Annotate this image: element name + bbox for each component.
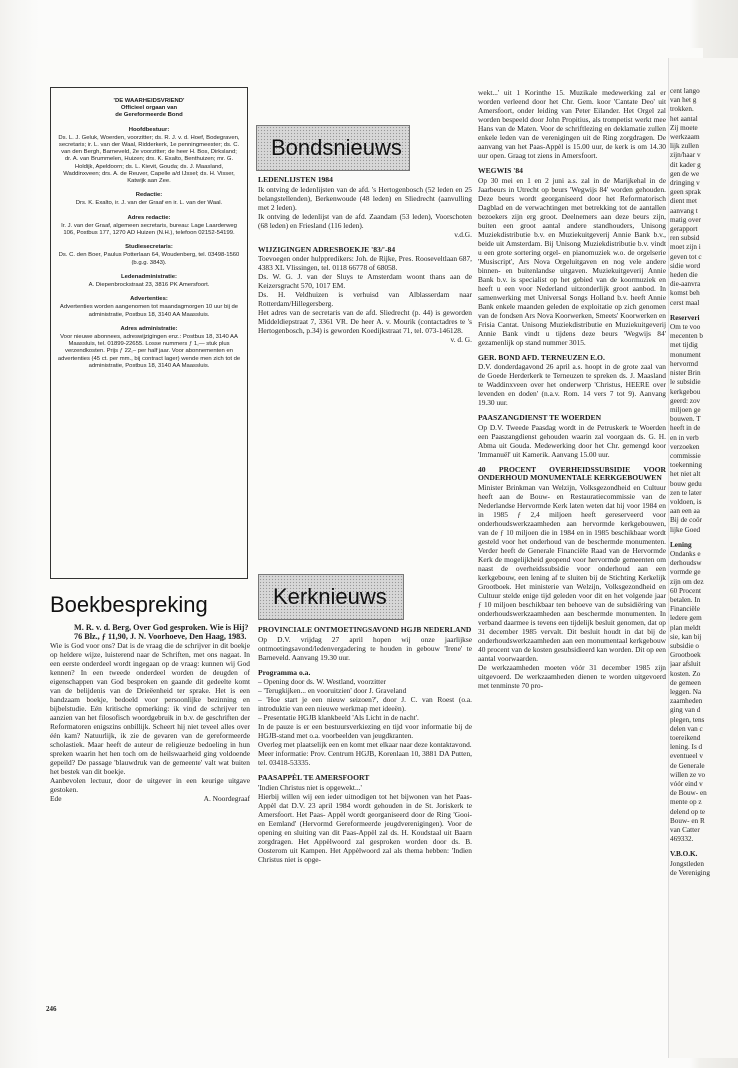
right-page-line: en in verb [670, 433, 699, 442]
kerknieuws-column [258, 626, 472, 864]
colophon-subtitle: Officieel orgaan van [120, 105, 178, 112]
right-page-line: plegen, tens [670, 715, 705, 724]
colophon-section-text: Advertenties worden aangenomen tot maandagmorgen 10 uur bij de administratie, Postbus 18, 3140 AA Maassluis. [59, 304, 239, 318]
right-page-line: heeft in de [670, 424, 701, 433]
article-paragraph: Minister Brinkman van Welzijn, Volksgezondheid en Cultuur heeft aan de Bouw- en Restauratiecommissie van de Nederlandse Hervormde Kerk laten weten dat hij voor 1984 en in 1985 ƒ 2,4 miljoen heeft gereserveerd voor onderhoudswerkzaamheden aan hervormde kerkgebouwen, van de ƒ 10 miljoen die in 1984 en in 1985 beschikbaar wordt gesteld voor het onderhoud van de beschermde monumenten. Verder heeft de Generale Financiële Raad van de Hervormde Kerk de mogelijkheid geopend voor hervormde gemeenten om naast de overheidssubsidie voor onderhoud aan een kerkgebouw, een lening af te sluiten bij de Stichting Kerkelijk Grootboek. Het ministerie van Welzijn, Volksgezondheid en Cultuur stelde enige tijd geleden voor dit en het volgende jaar ƒ 10 miljoen beschikbaar ten behoeve van de subsidiëring van onderhoudswerkzaamheden aan beschermde monumenten. In verband daarmee is tevens een tijdelijk besluit genomen, dat op 31 december 1985 vervalt. Dit besluit houdt in dat bij de onderhoudswerkzaamheden aan een monumentaal kerkgebouw 40 procent van de kosten gesubsidieerd kan worden. Dit op een aantal voorwaarden. [478, 482, 666, 663]
review-author: A. Noordegraaf [203, 794, 250, 803]
right-page-line: heden die [670, 271, 698, 280]
colophon-section-text: Ir. J. van der Graaf, algemeen secretaris, bureau: Lage Laarderweg 106, Postbus 177, 1270 AD Huizen (N.H.), telefoon 02152-54199. [61, 222, 237, 237]
right-page-line: dit kader g [670, 160, 701, 169]
article-paragraph: Overleg met plaatselijk een en komt met elkaar naar deze kontaktavond. [258, 740, 472, 749]
article-heading: Programma o.a. [258, 667, 311, 677]
article-paragraph: Op D.V. vrijdag 27 april hopen wij onze jaarlijkse ontmoetingsavond/ledenvergadering te houden in gebouw 'Irene' te Barneveld. Aanvang 19.30 uur. [258, 634, 472, 662]
right-page-line: derhoudsw [670, 559, 702, 568]
middle-column [478, 88, 666, 690]
colophon-section-text: Ds. L. J. Geluk, Woerden, voorzitter; ds. R. J. v. d. Hoef, Bodegraven, secretaris; ir. L. van der Waal, Ridderkerk, 1e penningmeester; ds. C. van den Bergh, Barneveld, 2e voorzitter; de heer H. Bos, Dirksland; dr. A. van Brummelen, Huizen; drs. K. Exalto, Benthuizen; mr. G. Holdijk, Apeldoorn; ds. L. Kievit, Gouda; ds. J. Maasland, Waddinxveen; drs. A. de Reuver, Capelle a/d IJssel; ds. H. Visser, Katwijk aan Zee. [58, 134, 240, 185]
right-page-line: geen sprak [670, 188, 701, 197]
right-page-line: kerkgebou [670, 387, 701, 396]
right-page-line: verzoeken [670, 442, 700, 451]
article-paragraph: Ik ontving de ledenlijst van de afd. Zaandam (53 leden), Voorschoten (68 leden) en Friesland (116 leden). [258, 211, 472, 230]
boekbespreking-heading: Boekbespreking [50, 592, 208, 617]
review-paragraph: Wie is God voor ons? Dat is de vraag die de schrijver in dit boekje op heldere wijze, luisterend naar de Schriften, met ons nagaat. In een eerste onderdeel wordt ingegaan op de vraag: kunnen wij God kennen? In een tweede onderdeel worden de deugden of eigenschappen van God besproken en gaande dit gedeelte komt van de belijdenis van de Drieëenheid ter sprake. Het is een handzaam boekje, bedoeld voor persoonlijke bezinning en bijbelstudie. Eén kritische opmerking: ik vind de schrijver ten aanzien van het filosofisch woordgebruik in b.v. de geschriften der Reformatoren enigszins onbillijk. Scheert hij niet teveel alles over één kam? Natuurlijk, ik zie de gevaren van de gereformeerde scholastiek. Maar heeft de auteur de religieuze bedoeling in hun spreken waarin het hen toch om de heilswaarheid ging voldoende gepeild? De passage 'blauwdruk van de gemeente' valt wat buiten het bestek van dit boekje. [50, 641, 250, 776]
right-page-line: le subsidie [670, 378, 701, 387]
right-page-line: matig over [670, 215, 701, 224]
right-page-line: jaar afsluit [670, 660, 701, 669]
colophon-section-text: Drs. K. Exalto, ir. J. van der Graaf en ir. L. van der Waal. [75, 200, 223, 207]
kerknieuws-banner [258, 574, 404, 620]
article-heading: PROVINCIALE ONTMOETINGSAVOND HGJB NEDERLAND [258, 625, 472, 634]
colophon-section-heading: Adres redactie: [127, 214, 171, 221]
right-page-line: mente op z [670, 798, 702, 807]
article-paragraph: Toevoegen onder hulppredikers: Joh. de Rijke, Pres. Rooseveltlaan 687, 4383 XL Vlissingen, tel. 0118 66778 of 68058. [258, 254, 472, 272]
article-heading: WIJZIGINGEN ADRESBOEKJE '83/'-84 [258, 244, 396, 254]
right-page-line: ledere gem [670, 614, 702, 623]
right-page-line: betalen. In [670, 595, 701, 604]
right-page-line: lijke Goed [670, 525, 701, 534]
right-page-line: voldoen, is [670, 497, 702, 506]
right-page-line: nister Brin [670, 369, 701, 378]
article-paragraph: In de pauze is er een bestuursverkiezing en tijd voor informatie bij de HGJB-stand met o.a. voorbeelden van jeugdkranten. [258, 722, 472, 740]
boekbespreking-column [50, 623, 250, 803]
right-page-line: sie, kan bij [670, 632, 702, 641]
article-heading: WEGWIS '84 [478, 166, 523, 175]
right-page-line: hervormd [670, 359, 698, 368]
review-book-title: M. R. v. d. Berg, Over God gesproken. Wie is Hij? 76 Blz., ƒ 11,90, J. N. Voorhoeve, Den Haag, 1983. [74, 623, 249, 641]
right-page-line: geven tot c [670, 252, 702, 261]
right-page-line: zaamheden [670, 697, 703, 706]
article-paragraph: – 'Hoe start je een nieuw seizoen?', door J. C. van Roest (o.a. introduktie van een nieuwe werkmap met ideeën). [258, 695, 472, 713]
right-page-line: Bouw- en R [670, 816, 705, 825]
review-signoff [50, 794, 250, 803]
page-number: 246 [46, 1005, 57, 1013]
colophon-section-heading: Advertenties: [130, 296, 168, 303]
right-page-line: subsidie o [670, 641, 699, 650]
right-page-line: cerst maal [670, 298, 700, 307]
right-page-line: miljoen ge [670, 405, 701, 414]
colophon-box [50, 87, 248, 579]
right-page-line: het aantal [670, 114, 698, 123]
colophon-subtitle: de Gereformeerde Bond [115, 112, 183, 119]
article-paragraph: Ik ontving de ledenlijsten van de afd. 's Hertogenbosch (52 leden en 25 belangstellenden), Berkenwoude (48 leden) en Sliedrecht (aanvulling met 2 leden). [258, 184, 472, 212]
colophon-section-text: A. Diepenbrockstraat 23, 3816 PK Amersfoort. [88, 282, 210, 289]
colophon-sections [57, 127, 241, 370]
right-page-line: die-aanvra [670, 280, 701, 289]
article-heading: PAASZANGDIENST TE WOERDEN [478, 413, 602, 422]
right-page-line: eventueel v [670, 752, 703, 761]
right-page-line: de gemeen [670, 678, 701, 687]
right-page-line: vormde ge [670, 568, 701, 577]
right-page-line: dringing v [670, 179, 700, 188]
right-page-heading: Lening [670, 540, 692, 549]
right-page-line: werkzaam [670, 133, 700, 142]
colophon-section-heading: Adres administratie: [120, 325, 178, 332]
colophon-section-text: Ds. C. den Boer, Paulus Potterlaan 64, Woudenberg, tel. 03498-1560 (b.g.g. 3843). [58, 252, 240, 266]
article-paragraph: Op 30 mei en 1 en 2 juni a.s. zal in de Marijkehal in de Jaarbeurs in Utrecht op beurs 'Wegwijs 84' worden gehouden. Deze beurs wordt georganiseerd door het Reformatorisch Dagblad en de verwachtingen met betrekking tot de aantallen bezoekers zijn erg groot. Deelnemers aan deze beurs zijn, buiten een groot aantal andere standhouders, Unisong Muziekdistributie b.v. en Muziekuitgeverij Annie Bank b.v., beide uit Amsterdam. Bij Unisong Muziekdistributie b.v. vindt u een grote sortering orgel- en pianomuziek w.o. de orgelserie 'Musiscript', Ars Nova Orgeluitgaven en nog vele andere binnen- en buitenlandse uitgaven. Muziekuitgeverij Annie Bank b.v. is specialist op het gebied van de koormuziek en heeft u een voor Nederland uitzonderlijk groot aanbod. In samenwerking met Universal Songs Holland b.v. heeft Annie Bank enkele maanden geleden de exploitatie op zich genomen van de fondsen Ars Nova Koorwerken, Smeets' Koorwerken en Frisia Cantat. Unisong Muziekdistributie en Muziekuitgeverij Annie Bank vindt u tijdens deze beurs 'Wegwijs 84' gezamenlijk op stand nummer 3015. [478, 175, 666, 347]
right-page-line: zijn om dez [670, 577, 704, 586]
right-page-line: Ondanks e [670, 549, 701, 558]
article-paragraph: – 'Terugkijken... en vooruitzien' door J. Graveland [258, 686, 407, 695]
right-page-line: met tijdig [670, 341, 698, 350]
right-page-line: geerd: zov [670, 396, 701, 405]
article-paragraph: Hierbij willen wij een ieder uitnodigen tot het bijwonen van het Paas-Appèl dat D.V. 23 april 1984 wordt gehouden in de St. Joriskerk te Amersfoort. Het Paas- Appèl wordt georganiseerd door de Ring 'Gooi- en Eemland' (Hervormd Gereformeerde jeugdverenigingen). Voor de opening en sluiting van dit Paas-Appèl zal ds. H. Koudstaal uit Baarn zorgdragen. Het Appèlwoord zal gesproken worden door ds. B. Oosterom uit Kampen. Het Appèlwoord zal als thema hebben: 'Indien Christus niet is opge- [258, 791, 472, 864]
right-page-line: van Catter [670, 826, 700, 835]
right-page-line: commissie [670, 451, 701, 460]
right-page-line: cent lango [670, 87, 700, 95]
article-paragraph: Ds. H. Veldhuizen is verhuisd van Alblasserdam naar Rotterdam/Hillegersberg. [258, 290, 472, 308]
right-page-line: gerapport [670, 225, 698, 234]
article-paragraph: wekt...' uit 1 Korinthe 15. Muzikale medewerking zal er worden verleend door het Chr. Gem. koor 'Cantate Deo' uit Amersfoort, onder leiding van Peter Eilander. Het Orgel zal worden bespeeld door John Propitius, als trompetist werkt mee Hans van de Maten. Voor de schriftlezing en deklamatie zullen enkele leden van de verenigingen uit de Ring zorgdragen. De aanvang van het Paas-Appèl is 15.00 uur, de kerk is om 14.30 uur open. Graag tot ziens in Amersfoort. [478, 88, 666, 160]
right-page-line: kosten. Zo [670, 669, 701, 678]
article-paragraph: Op D.V. Tweede Paasdag wordt in de Petruskerk te Woerden een Paaszangdienst gehouden waarin zal voorgaan ds. G. H. Abma uit Gouda. Medewerking door het Chr. gemengd koor 'Immanuël' uit Kamerik. Aanvang 15.00 uur. [478, 422, 666, 459]
right-page-column [670, 87, 738, 878]
review-place: Ede [50, 794, 62, 803]
bondsnieuws-banner [256, 125, 410, 171]
right-page-line: 60 Procent [670, 586, 701, 595]
article-paragraph: 'Indien Christus niet is opgewekt...' [258, 782, 362, 792]
article-paragraph: – Presentatie HGJB klankbeeld 'Als Licht in de nacht'. [258, 713, 419, 722]
review-paragraph: Aanbevolen lectuur, door de uitgever in een keurige uitgave gestoken. [50, 776, 250, 794]
right-page-line: Bij de coör [670, 516, 702, 525]
right-page-line: lijk zullen [670, 142, 699, 151]
right-page-line: monument [670, 350, 701, 359]
right-page-line: Grootboek [670, 651, 701, 660]
right-page-line: ren subsid [670, 234, 700, 243]
article-paragraph: Het adres van de secretaris van de afd. Sliedrecht (p. 44) is geworden Middeldiepstraat 7, 3361 VR. De heer A. v. Mourik (contactadres te 's Hertogenbosch, p.34) is geworden Koedijkstraat 71, tel. 073-146128. [258, 308, 472, 335]
right-page-line: moet zijn i [670, 243, 701, 252]
article-paragraph: – Opening door ds. W. Westland, voorzitter [258, 677, 386, 686]
colophon-section-text: Voor nieuwe abonnees, adreswijzigingen enz.: Postbus 18, 3140 AA Maassluis, tel. 01899-22655. Losse nummers ƒ 1,— stuk plus verzendkosten. Prijs ƒ 22,– per half jaar. Voor abonnementen en advertenties (45 ct. per mm., bij contract lager) wende men zich tot de administratie, Postbus 18, 3140 AA Maassluis. [57, 334, 241, 369]
right-page-line: mecenten b [670, 332, 703, 341]
article-paragraph: De werkzaamheden moeten vóór 31 december 1985 zijn uitgevoerd. De werkzaamheden dienen te worden uitgevoerd met tenminste 70 pro- [478, 662, 666, 690]
right-page-line: delen van c [670, 724, 703, 733]
right-page-line: aan een aa [670, 507, 700, 516]
right-page-line: zen te later [670, 488, 702, 497]
right-page-line: Financiële [670, 605, 700, 614]
right-page-line: 469332. [670, 835, 694, 844]
colophon-section-heading: Hoofdbestuur: [128, 126, 170, 133]
colophon-title: 'DE WAARHEIDSVRIEND' [113, 98, 185, 104]
right-page-line: de Bouw- en [670, 789, 707, 798]
article-signature: v.d.G. [454, 229, 472, 239]
right-page-line: de Vereniging [670, 868, 710, 877]
article-heading: PAASAPPÈL TE AMERSFOORT [258, 773, 370, 782]
right-page-line: het niet alt [670, 470, 701, 479]
right-page-line: komst beh [670, 289, 700, 298]
right-page-line: sidie word [670, 261, 701, 270]
right-page-line: leggen. Na [670, 688, 702, 696]
right-page-line: bouw gedu [670, 479, 702, 488]
right-page-line: Zij moete [670, 123, 698, 132]
colophon-section-heading: Ledenadministratie: [121, 273, 177, 280]
colophon-section-heading: Redactie: [135, 192, 163, 199]
right-page-line: toekenning [670, 461, 702, 470]
right-page-line: van het g [670, 96, 697, 105]
right-page-line: aanvang t [670, 206, 698, 215]
article-heading: GER. BOND AFD. TERNEUZEN E.O. [478, 352, 605, 362]
right-page-line: bouwen. T [670, 415, 701, 424]
right-page-line: lening. Is d [670, 743, 703, 752]
article-paragraph: Ds. W. G. J. van der Sluys te Amsterdam woont thans aan de Keizersgracht 570, 1017 EM. [258, 272, 472, 290]
right-page-line: trokken. [670, 105, 694, 114]
article-paragraph: Meer informatie: Prov. Centrum HGJB, Korenlaan 10, 3881 DA Putten, tel. 03418-53335. [258, 749, 472, 767]
right-page-line: willen ze vo [670, 770, 706, 779]
article-signature: v. d. G. [450, 335, 472, 344]
right-page-line: Om te voo [670, 323, 701, 332]
right-page-line: toereikend [670, 734, 701, 743]
right-page-heading: V.B.O.K. [670, 850, 698, 859]
article-paragraph: D.V. donderdagavond 26 april a.s. hoopt in de grote zaal van de Goede Herderkerk te Terneuzen te spreken ds. J. Maasland te Waddinxveen over het onderwerp 'Christus, HEERE over levenden en doden' (n.a.v. Rom. 14 vers 7 tot 9). Aanvang 19.30 uur. [478, 362, 666, 407]
article-heading: 40 PROCENT OVERHEIDSSUBSIDIE VOOR ONDERHOUD MONUMENTALE KERKGEBOUWEN [478, 464, 666, 482]
right-page-line: vóór eind v [670, 780, 703, 789]
right-page-heading: Reserveri [670, 313, 700, 322]
bondsnieuws-title: Bondsnieuws [271, 135, 402, 160]
right-page-line: de Generale [670, 761, 705, 770]
right-page-line: delend op te [670, 807, 706, 816]
right-page-line: dient met [670, 197, 697, 206]
right-page-line: plan meldt [670, 623, 701, 632]
right-page-line: gen de we [670, 169, 700, 178]
article-heading: LEDENLIJSTEN 1984 [258, 175, 333, 184]
right-page-line: ging van d [670, 706, 701, 715]
right-page-line: Jongstleden [670, 859, 704, 868]
bondsnieuws-column [258, 176, 472, 344]
colophon-section-heading: Studiesecretaris: [125, 244, 173, 251]
kerknieuws-title: Kerknieuws [273, 584, 387, 609]
right-page-line: zijn/haar v [670, 151, 701, 160]
